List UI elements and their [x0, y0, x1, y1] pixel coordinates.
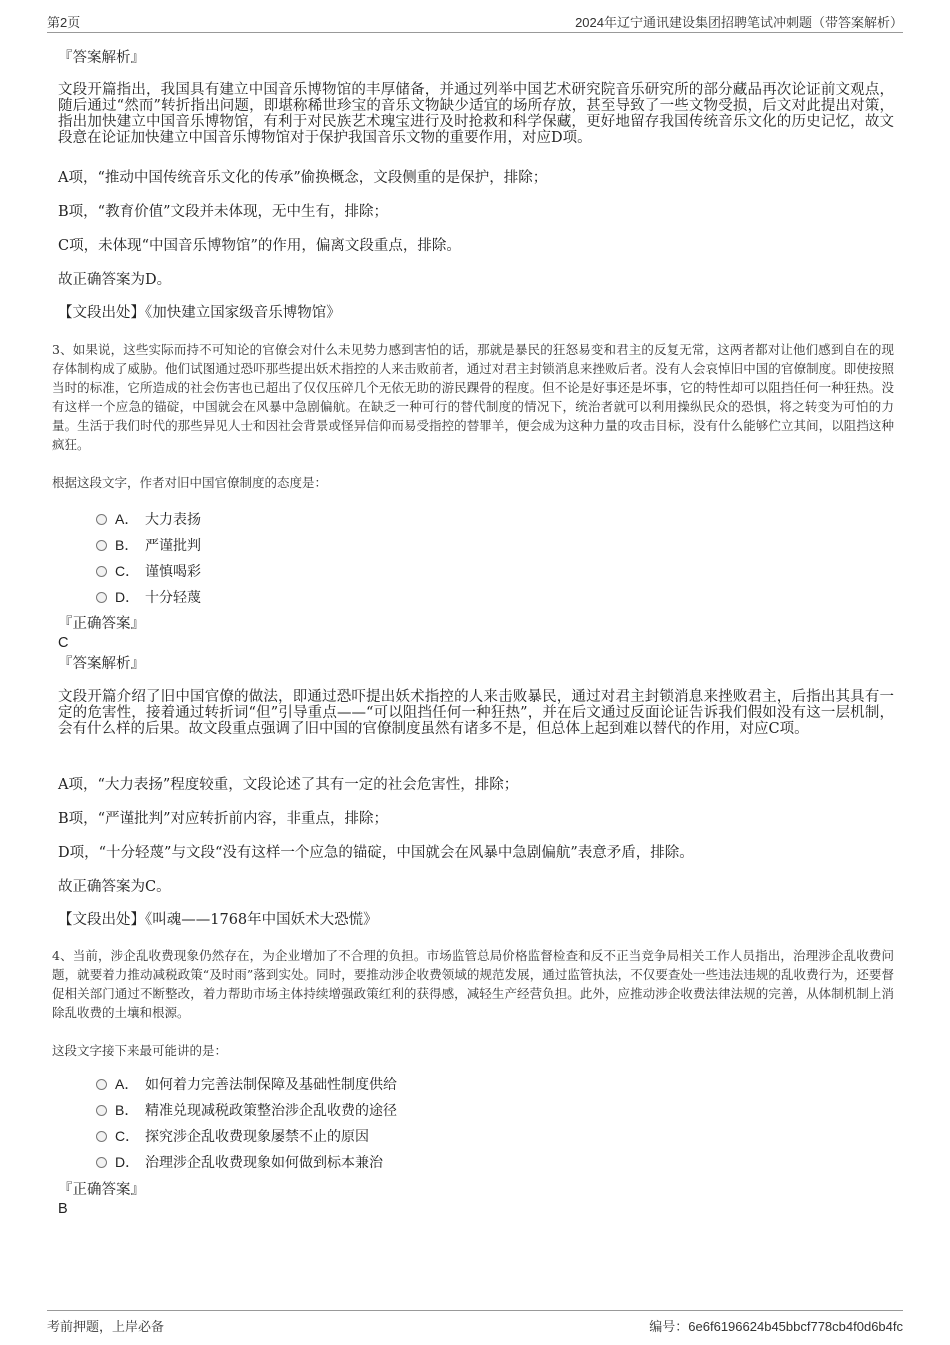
q2-analysis-label: 『答案解析』 [58, 50, 145, 66]
q4-option-d[interactable]: D． 治理涉企乱收费现象如何做到标本兼治 [96, 1152, 383, 1172]
q3-analysis-text: 文段开篇介绍了旧中国官僚的做法，即通过恐吓提出妖术指控的人来击败暴民，通过对君主封锁消息来挫败君主，后指出其具有一定的危害性，接着通过转折词“但”引导重点——“可以阻挡任何一种狂热”，并在后文通过反面论证告诉我们假如没有这一层机制，会有什么样的后果。故文段重点强调了旧中国的官僚制度虽然有诸多不是，但总体上起到难以替代的作用，对应C项。 [58, 689, 894, 737]
q3-correct-label: 『正确答案』 [58, 616, 145, 632]
document-title: 2024年辽宁通讯建设集团招聘笔试冲刺题（带答案解析） [575, 14, 903, 30]
page-footer [47, 1310, 903, 1335]
radio-icon[interactable] [96, 1157, 107, 1168]
page-header [47, 10, 903, 33]
q2-conclusion: 故正确答案为D。 [58, 272, 172, 288]
q3-option-b-analysis: B项，“严谨批判”对应转折前内容，非重点，排除； [58, 811, 388, 827]
q2-source: 【文段出处】《加快建立国家级音乐博物馆》 [58, 305, 341, 321]
q3-passage: 3、如果说，这些实际而持不可知论的官僚会对什么未见势力感到害怕的话，那就是暴民的狂怒易变和君主的反复无常，这两者都对让他们感到自在的现存体制构成了威胁。他们试图通过恐吓那些提出妖术指控的人来击败前者，通过对君主封锁消息来挫败后者。没有人会哀悼旧中国的官僚制度。即使按照当时的标准，它所造成的社会伤害也已超出了仅仅压碎几个无依无助的游民踝骨的程度。但不论是好事还是坏事，它的特性却可以阻挡任何一种狂热。没有这样一个应急的锚碇，中国就会在风暴中急剧偏航。在缺乏一种可行的替代制度的情况下，统治者就可以利用操纵民众的恐惧，将之转变为可怕的力量。生活于我们时代的那些异见人士和因社会背景或怪异信仰而易受指控的替罪羊，便会成为这种力量的攻击目标，没有什么能够伫立其间，以阻挡这种疯狂。 [52, 342, 894, 452]
q4-option-c[interactable]: C． 探究涉企乱收费现象屡禁不止的原因 [96, 1126, 369, 1146]
q4-option-a[interactable]: A． 如何着力完善法制保障及基础性制度供给 [96, 1074, 397, 1094]
q3-conclusion: 故正确答案为C。 [58, 879, 171, 895]
q4-option-b[interactable]: B． 精准兑现减税政策整治涉企乱收费的途径 [96, 1100, 397, 1120]
footer-slogan: 考前押题，上岸必备 [47, 1319, 165, 1334]
q4-passage: 4、当前，涉企乱收费现象仍然存在，为企业增加了不合理的负担。市场监管总局价格监督检查和反不正当竞争局相关工作人员指出，治理涉企乱收费问题，就要着力推动减税政策“及时雨”落到实处。同时，要推动涉企收费领域的规范发展，通过监管执法，不仅要查处一些违法违规的乱收费行为，还要督促相关部门通过不断整改，着力帮助市场主体持续增强政策红利的获得感，减轻生产经营负担。此外，应推动涉企收费法律法规的完善，从体制机制上消除乱收费的土壤和根源。 [52, 948, 894, 1020]
page-number: 第2页 [47, 14, 81, 30]
q3-option-a-analysis: A项，“大力表扬”程度较重，文段论述了其有一定的社会危害性，排除； [58, 777, 519, 793]
q2-option-c-analysis: C项，未体现“中国音乐博物馆”的作用，偏离文段重点，排除。 [58, 238, 461, 254]
q3-option-a[interactable]: A． 大力表扬 [96, 509, 201, 529]
q4-question: 这段文字接下来最可能讲的是： [52, 1043, 228, 1058]
radio-icon[interactable] [96, 514, 107, 525]
footer-document-id: 编号：6e6f6196624b45bbcf778cb4f0d6b4fc [649, 1319, 903, 1334]
radio-icon[interactable] [96, 592, 107, 603]
radio-icon[interactable] [96, 1131, 107, 1142]
q2-option-a-analysis: A项，“推动中国传统音乐文化的传承”偷换概念，文段侧重的是保护，排除； [58, 170, 548, 186]
q3-option-b[interactable]: B． 严谨批判 [96, 535, 201, 555]
radio-icon[interactable] [96, 1079, 107, 1090]
q3-option-d[interactable]: D． 十分轻蔑 [96, 587, 201, 607]
q4-correct-label: 『正确答案』 [58, 1182, 145, 1198]
radio-icon[interactable] [96, 1105, 107, 1116]
q4-correct-value: B [58, 1201, 68, 1217]
q2-analysis-text: 文段开篇指出，我国具有建立中国音乐博物馆的丰厚储备，并通过列举中国艺术研究院音乐研究所的部分藏品再次论证前文观点，随后通过“然而”转折指出问题，即堪称稀世珍宝的音乐文物缺少适宜的场所存放，甚至导致了一些文物受损，后文对此提出对策，指出加快建立中国音乐博物馆，有利于对民族艺术瑰宝进行及时抢救和科学保藏，更好地留存我国传统音乐文化的历史记忆，故文段意在论证加快建立中国音乐博物馆对于保护我国音乐文物的重要作用，对应D项。 [58, 82, 894, 146]
radio-icon[interactable] [96, 540, 107, 551]
q2-option-b-analysis: B项，“教育价值”文段并未体现，无中生有，排除； [58, 204, 388, 220]
q3-analysis-label: 『答案解析』 [58, 656, 145, 672]
q3-correct-value: C [58, 635, 69, 651]
q3-question: 根据这段文字，作者对旧中国官僚制度的态度是： [52, 475, 328, 490]
radio-icon[interactable] [96, 566, 107, 577]
q3-option-c[interactable]: C． 谨慎喝彩 [96, 561, 201, 581]
q3-option-d-analysis: D项，“十分轻蔑”与文段“没有这样一个应急的锚碇，中国就会在风暴中急剧偏航”表意矛盾，排除。 [58, 845, 694, 861]
q3-source: 【文段出处】《叫魂——1768年中国妖术大恐慌》 [58, 912, 378, 928]
